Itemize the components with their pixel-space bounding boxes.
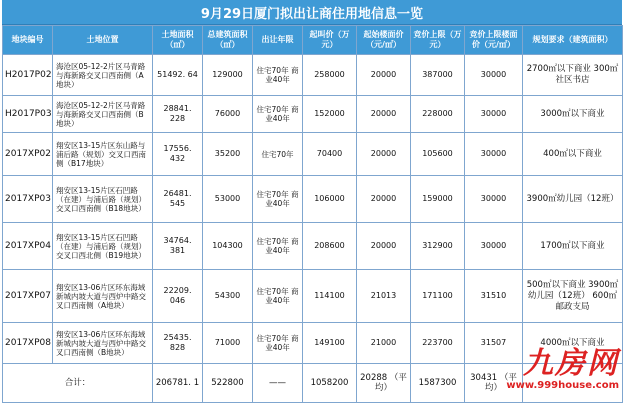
cell-start-floor: 20000 (357, 55, 411, 96)
cell-start-price: 152000 (303, 96, 357, 133)
cell-area: 51492. 64 (153, 55, 203, 96)
cell-cap-floor: 30000 (465, 176, 523, 223)
total-start-floor: 20288 （平均） (357, 364, 411, 403)
total-start-price: 1058200 (303, 364, 357, 403)
total-label: 合计： (3, 364, 153, 403)
cell-code: 2017XP04 (3, 223, 53, 270)
cell-gfa: 76000 (203, 96, 253, 133)
cell-code: H2017P03 (3, 96, 53, 133)
table-row (3, 55, 623, 96)
watermark (499, 348, 619, 400)
cell-cap-price: 171100 (411, 270, 465, 323)
cell-cap-floor: 30000 (465, 96, 523, 133)
cell-area: 22209. 046 (153, 270, 203, 323)
cell-gfa: 104300 (203, 223, 253, 270)
col-header-requirement: 规划要求（建筑面积） (523, 26, 623, 55)
cell-code: 2017XP08 (3, 323, 53, 364)
col-header-cap-floor: 竞价上限楼面价（元/㎡） (465, 26, 523, 55)
cell-cap-floor: 30000 (465, 133, 523, 176)
cell-start-floor: 20000 (357, 223, 411, 270)
cell-start-price: 149100 (303, 323, 357, 364)
cell-area: 25435. 828 (153, 323, 203, 364)
cell-location: 翔安区13-15片区东山路与浦后路（规划）交叉口西南侧（B17地块） (53, 133, 153, 176)
cell-area: 17556. 432 (153, 133, 203, 176)
cell-location: 海沧区05-12-2片区马青路与海新路交叉口西南侧（B地块） (53, 96, 153, 133)
table-title: 9月29日厦门拟出让商住用地信息一览 (2, 0, 622, 25)
cell-start-price: 258000 (303, 55, 357, 96)
cell-location: 翔安区13-06片区环东海域新城内坡大道与西炉中路交叉口西南侧（B地块） (53, 323, 153, 364)
cell-start-floor: 21000 (357, 323, 411, 364)
cell-start-price: 106000 (303, 176, 357, 223)
col-header-location: 土地位置 (53, 26, 153, 55)
cell-years: 住宅70年 商业40年 (253, 96, 303, 133)
cell-start-price: 70400 (303, 133, 357, 176)
cell-start-floor: 20000 (357, 133, 411, 176)
cell-years: 住宅70年 商业40年 (253, 176, 303, 223)
cell-area: 26481. 545 (153, 176, 203, 223)
cell-code: H2017P02 (3, 55, 53, 96)
cell-requirement: 1700㎡以下商业 (523, 223, 623, 270)
cell-area: 34764. 381 (153, 223, 203, 270)
cell-cap-price: 159000 (411, 176, 465, 223)
table-row (3, 223, 623, 270)
col-header-years: 出让年限 (253, 26, 303, 55)
total-cap-price: 1587300 (411, 364, 465, 403)
cell-years: 住宅70年 商业40年 (253, 270, 303, 323)
col-header-start-floor: 起始楼面价（元/㎡） (357, 26, 411, 55)
cell-gfa: 71000 (203, 323, 253, 364)
cell-requirement: 500㎡以下商业 3900㎡幼儿园（12班） 600㎡邮政支局 (523, 270, 623, 323)
cell-gfa: 53000 (203, 176, 253, 223)
table-row (3, 270, 623, 323)
cell-start-floor: 20000 (357, 96, 411, 133)
cell-location: 海沧区05-12-2片区马青路与海新路交叉口西南侧（A地块） (53, 55, 153, 96)
cell-years: 住宅70年 (253, 133, 303, 176)
total-gfa: 522800 (203, 364, 253, 403)
cell-requirement: 3000㎡以下商业 (523, 96, 623, 133)
cell-cap-price: 387000 (411, 55, 465, 96)
cell-location: 翔安区13-06片区环东海域新城内坡大道与西炉中路交叉口西南侧（A地块） (53, 270, 153, 323)
cell-years: 住宅70年 商业40年 (253, 223, 303, 270)
cell-start-price: 114100 (303, 270, 357, 323)
cell-cap-price: 105600 (411, 133, 465, 176)
cell-cap-price: 223700 (411, 323, 465, 364)
cell-cap-price: 228000 (411, 96, 465, 133)
cell-years: 住宅70年 商业40年 (253, 55, 303, 96)
watermark-url: www.999house.com (506, 380, 619, 391)
col-header-gfa: 总建筑面积（㎡） (203, 26, 253, 55)
cell-start-floor: 20000 (357, 176, 411, 223)
table-row (3, 133, 623, 176)
cell-requirement: 4000㎡以下商业 (523, 323, 623, 364)
col-header-area: 土地面积（㎡） (153, 26, 203, 55)
col-header-start-price: 起叫价（万元） (303, 26, 357, 55)
cell-gfa: 129000 (203, 55, 253, 96)
table-row (3, 176, 623, 223)
col-header-cap-price: 竞价上限（万元） (411, 26, 465, 55)
col-header-code: 地块编号 (3, 26, 53, 55)
cell-gfa: 54300 (203, 270, 253, 323)
total-years: —— (253, 364, 303, 403)
cell-years: 住宅70年 商业40年 (253, 323, 303, 364)
cell-area: 28841. 228 (153, 96, 203, 133)
cell-requirement: 3900㎡幼儿园（12班） (523, 176, 623, 223)
watermark-logo: 九房网 (523, 346, 619, 381)
cell-code: 2017XP07 (3, 270, 53, 323)
table-row (3, 96, 623, 133)
cell-start-floor: 21013 (357, 270, 411, 323)
cell-cap-floor: 30000 (465, 55, 523, 96)
cell-cap-floor: 30000 (465, 223, 523, 270)
cell-start-price: 208600 (303, 223, 357, 270)
table-header-row (3, 26, 623, 55)
cell-requirement: 2700㎡以下商业 300㎡社区书店 (523, 55, 623, 96)
total-cap-floor: 30431 （平均） (465, 364, 523, 403)
cell-requirement: 400㎡以下商业 (523, 133, 623, 176)
cell-location: 翔安区13-15片区石凹路（在建）与浦后路（规划）交叉口西北侧（B19地块） (53, 223, 153, 270)
cell-cap-floor: 31510 (465, 270, 523, 323)
cell-cap-price: 312900 (411, 223, 465, 270)
cell-location: 翔安区13-15片区石凹路（在建）与浦后路（规划）交叉口西南侧（B18地块） (53, 176, 153, 223)
cell-gfa: 35200 (203, 133, 253, 176)
cell-code: 2017XP03 (3, 176, 53, 223)
total-area: 206781. 1 (153, 364, 203, 403)
cell-cap-floor: 31507 (465, 323, 523, 364)
cell-code: 2017XP02 (3, 133, 53, 176)
